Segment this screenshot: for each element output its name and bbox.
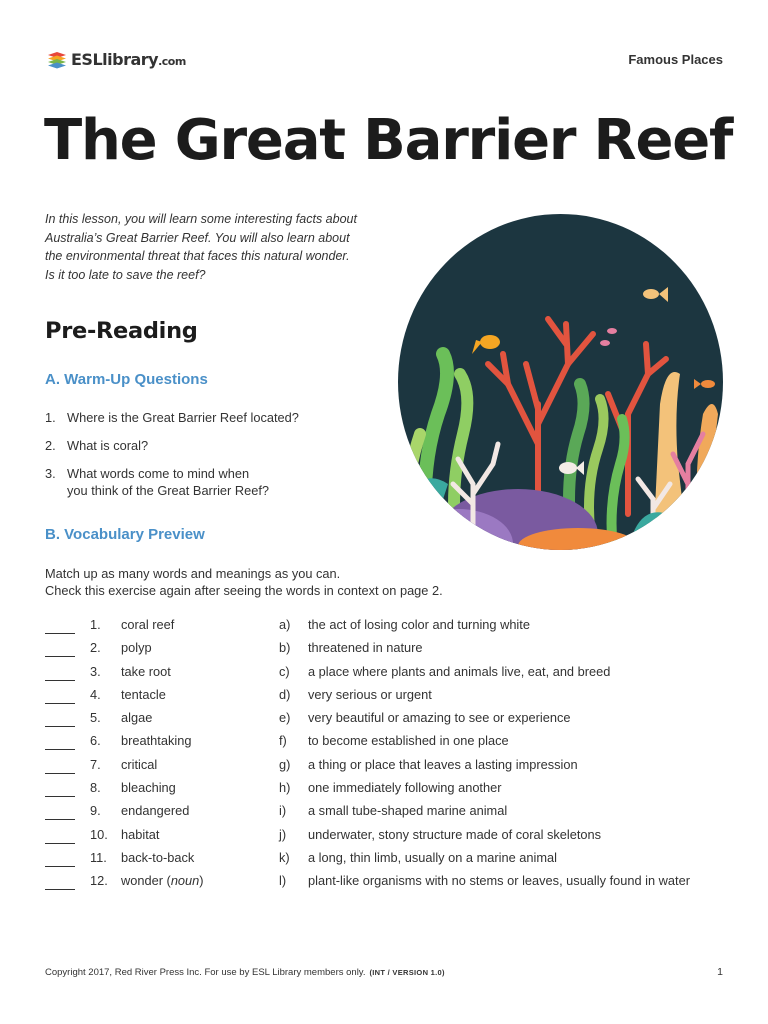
intro-line: Australia’s Great Barrier Reef. You will also learn about <box>45 230 350 245</box>
vocab-word: wonder (noun) <box>121 873 204 889</box>
vocab-number: 1. <box>90 617 101 632</box>
definition-text: very serious or urgent <box>308 686 432 702</box>
answer-blank[interactable] <box>45 680 75 681</box>
question-text: What is coral? <box>67 438 149 453</box>
vocab-number: 7. <box>90 756 101 772</box>
definition-letter: l) <box>279 873 287 889</box>
vocab-word: take root <box>121 663 171 679</box>
vocab-number: 11. <box>90 849 107 865</box>
vocab-word: critical <box>121 756 158 772</box>
vocab-number: 8. <box>90 780 101 796</box>
coral-reef-illustration <box>398 214 723 550</box>
copyright-text: Copyright 2017, Red River Press Inc. For use by ESL Library members only. <box>45 967 366 978</box>
question-number: 2. <box>45 438 56 453</box>
definition-letter: c) <box>279 663 290 679</box>
answer-blank[interactable] <box>45 749 75 750</box>
vocab-word: back-to-back <box>121 849 195 865</box>
definition-letter: k) <box>279 849 290 865</box>
answer-blank[interactable] <box>45 843 75 844</box>
vocab-word: tentacle <box>121 686 166 702</box>
question-text: you think of the Great Barrier Reef? <box>67 483 270 498</box>
vocab-number: 9. <box>90 803 101 819</box>
section-label: Famous Places <box>628 52 723 67</box>
definition-text: very beautiful or amazing to see or experience <box>308 710 571 726</box>
question-text: Where is the Great Barrier Reef located? <box>67 410 299 425</box>
answer-blank[interactable] <box>45 773 75 774</box>
warm-up-heading: A. Warm-Up Questions <box>45 371 208 388</box>
definition-letter: d) <box>279 686 291 702</box>
definition-text: underwater, stony structure made of coral skeletons <box>308 826 602 842</box>
logo-text-main: ESL <box>71 49 103 69</box>
warm-up-question-list <box>45 409 299 510</box>
part-of-speech: noun <box>170 873 200 889</box>
definition-text: the act of losing color and turning white <box>308 617 530 632</box>
instruction-line: Match up as many words and meanings as you can. <box>45 566 341 581</box>
question-number: 3. <box>45 466 56 481</box>
vocab-number: 6. <box>90 733 101 749</box>
definition-text: to become established in one place <box>308 733 509 749</box>
answer-blank[interactable] <box>45 703 75 704</box>
vocab-number: 4. <box>90 686 101 702</box>
answer-blank[interactable] <box>45 633 75 634</box>
question-number: 1. <box>45 410 56 425</box>
vocab-word: algae <box>121 710 153 726</box>
vocab-word: endangered <box>121 803 190 819</box>
footer-copyright <box>45 967 445 978</box>
definition-text: a small tube-shaped marine animal <box>308 803 508 819</box>
page-number: 1 <box>717 966 723 978</box>
vocab-number: 5. <box>90 710 101 726</box>
logo-text-sub: library <box>102 49 159 69</box>
answer-blank[interactable] <box>45 656 75 657</box>
intro-line: the environmental threat that faces this natural wonder. <box>45 249 350 263</box>
vocab-word: coral reef <box>121 617 175 632</box>
definition-letter: g) <box>279 756 291 772</box>
answer-blank[interactable] <box>45 726 75 727</box>
definition-text: threatened in nature <box>308 640 423 656</box>
vocab-number: 10. <box>90 826 108 842</box>
vocab-number: 2. <box>90 640 101 656</box>
question-item <box>45 409 299 426</box>
definition-letter: j) <box>279 826 287 842</box>
definition-letter: a) <box>279 617 291 632</box>
instruction-line: Check this exercise again after seeing the words in context on page 2. <box>45 583 443 598</box>
logo-text <box>71 50 186 69</box>
answer-blank[interactable] <box>45 796 75 797</box>
definition-text: a thing or place that leaves a lasting impression <box>308 756 578 772</box>
vocab-word-text: wonder <box>121 873 163 889</box>
vocab-number: 12. <box>90 873 108 889</box>
esl-library-logo[interactable] <box>46 46 186 72</box>
question-text: What words come to mind when <box>67 466 250 481</box>
vocab-word: bleaching <box>121 780 176 796</box>
definition-letter: e) <box>279 710 291 726</box>
vocab-number: 3. <box>90 663 101 679</box>
page-title: The Great Barrier Reef <box>44 108 733 173</box>
definition-text: one immediately following another <box>308 780 502 796</box>
definition-letter: f) <box>279 733 287 749</box>
answer-blank[interactable] <box>45 866 75 867</box>
intro-line: Is it too late to save the reef? <box>45 267 206 282</box>
vocabulary-preview-heading: B. Vocabulary Preview <box>45 526 205 543</box>
vocab-word: polyp <box>121 640 152 656</box>
answer-blank[interactable] <box>45 819 75 820</box>
vocabulary-instructions <box>45 565 443 599</box>
answer-blank[interactable] <box>45 889 75 890</box>
question-item <box>45 465 299 499</box>
vocab-word: breathtaking <box>121 733 192 749</box>
definition-letter: i) <box>279 803 287 819</box>
definition-text: plant-like organisms with no stems or leaves, usually found in water <box>308 873 690 889</box>
question-item <box>45 437 299 454</box>
logo-book-icon <box>46 48 68 70</box>
logo-text-suffix: .com <box>158 54 186 68</box>
definition-letter: h) <box>279 780 291 796</box>
vocab-word: habitat <box>121 826 160 842</box>
intro-line: In this lesson, you will learn some interesting facts about <box>45 212 357 226</box>
definition-text: a long, thin limb, usually on a marine animal <box>308 849 557 865</box>
version-label: (INT / VERSION 1.0) <box>369 968 445 977</box>
definition-text: a place where plants and animals live, eat, and breed <box>308 663 611 679</box>
intro-paragraph <box>45 210 375 284</box>
pre-reading-heading: Pre-Reading <box>45 318 198 344</box>
definition-letter: b) <box>279 640 291 656</box>
